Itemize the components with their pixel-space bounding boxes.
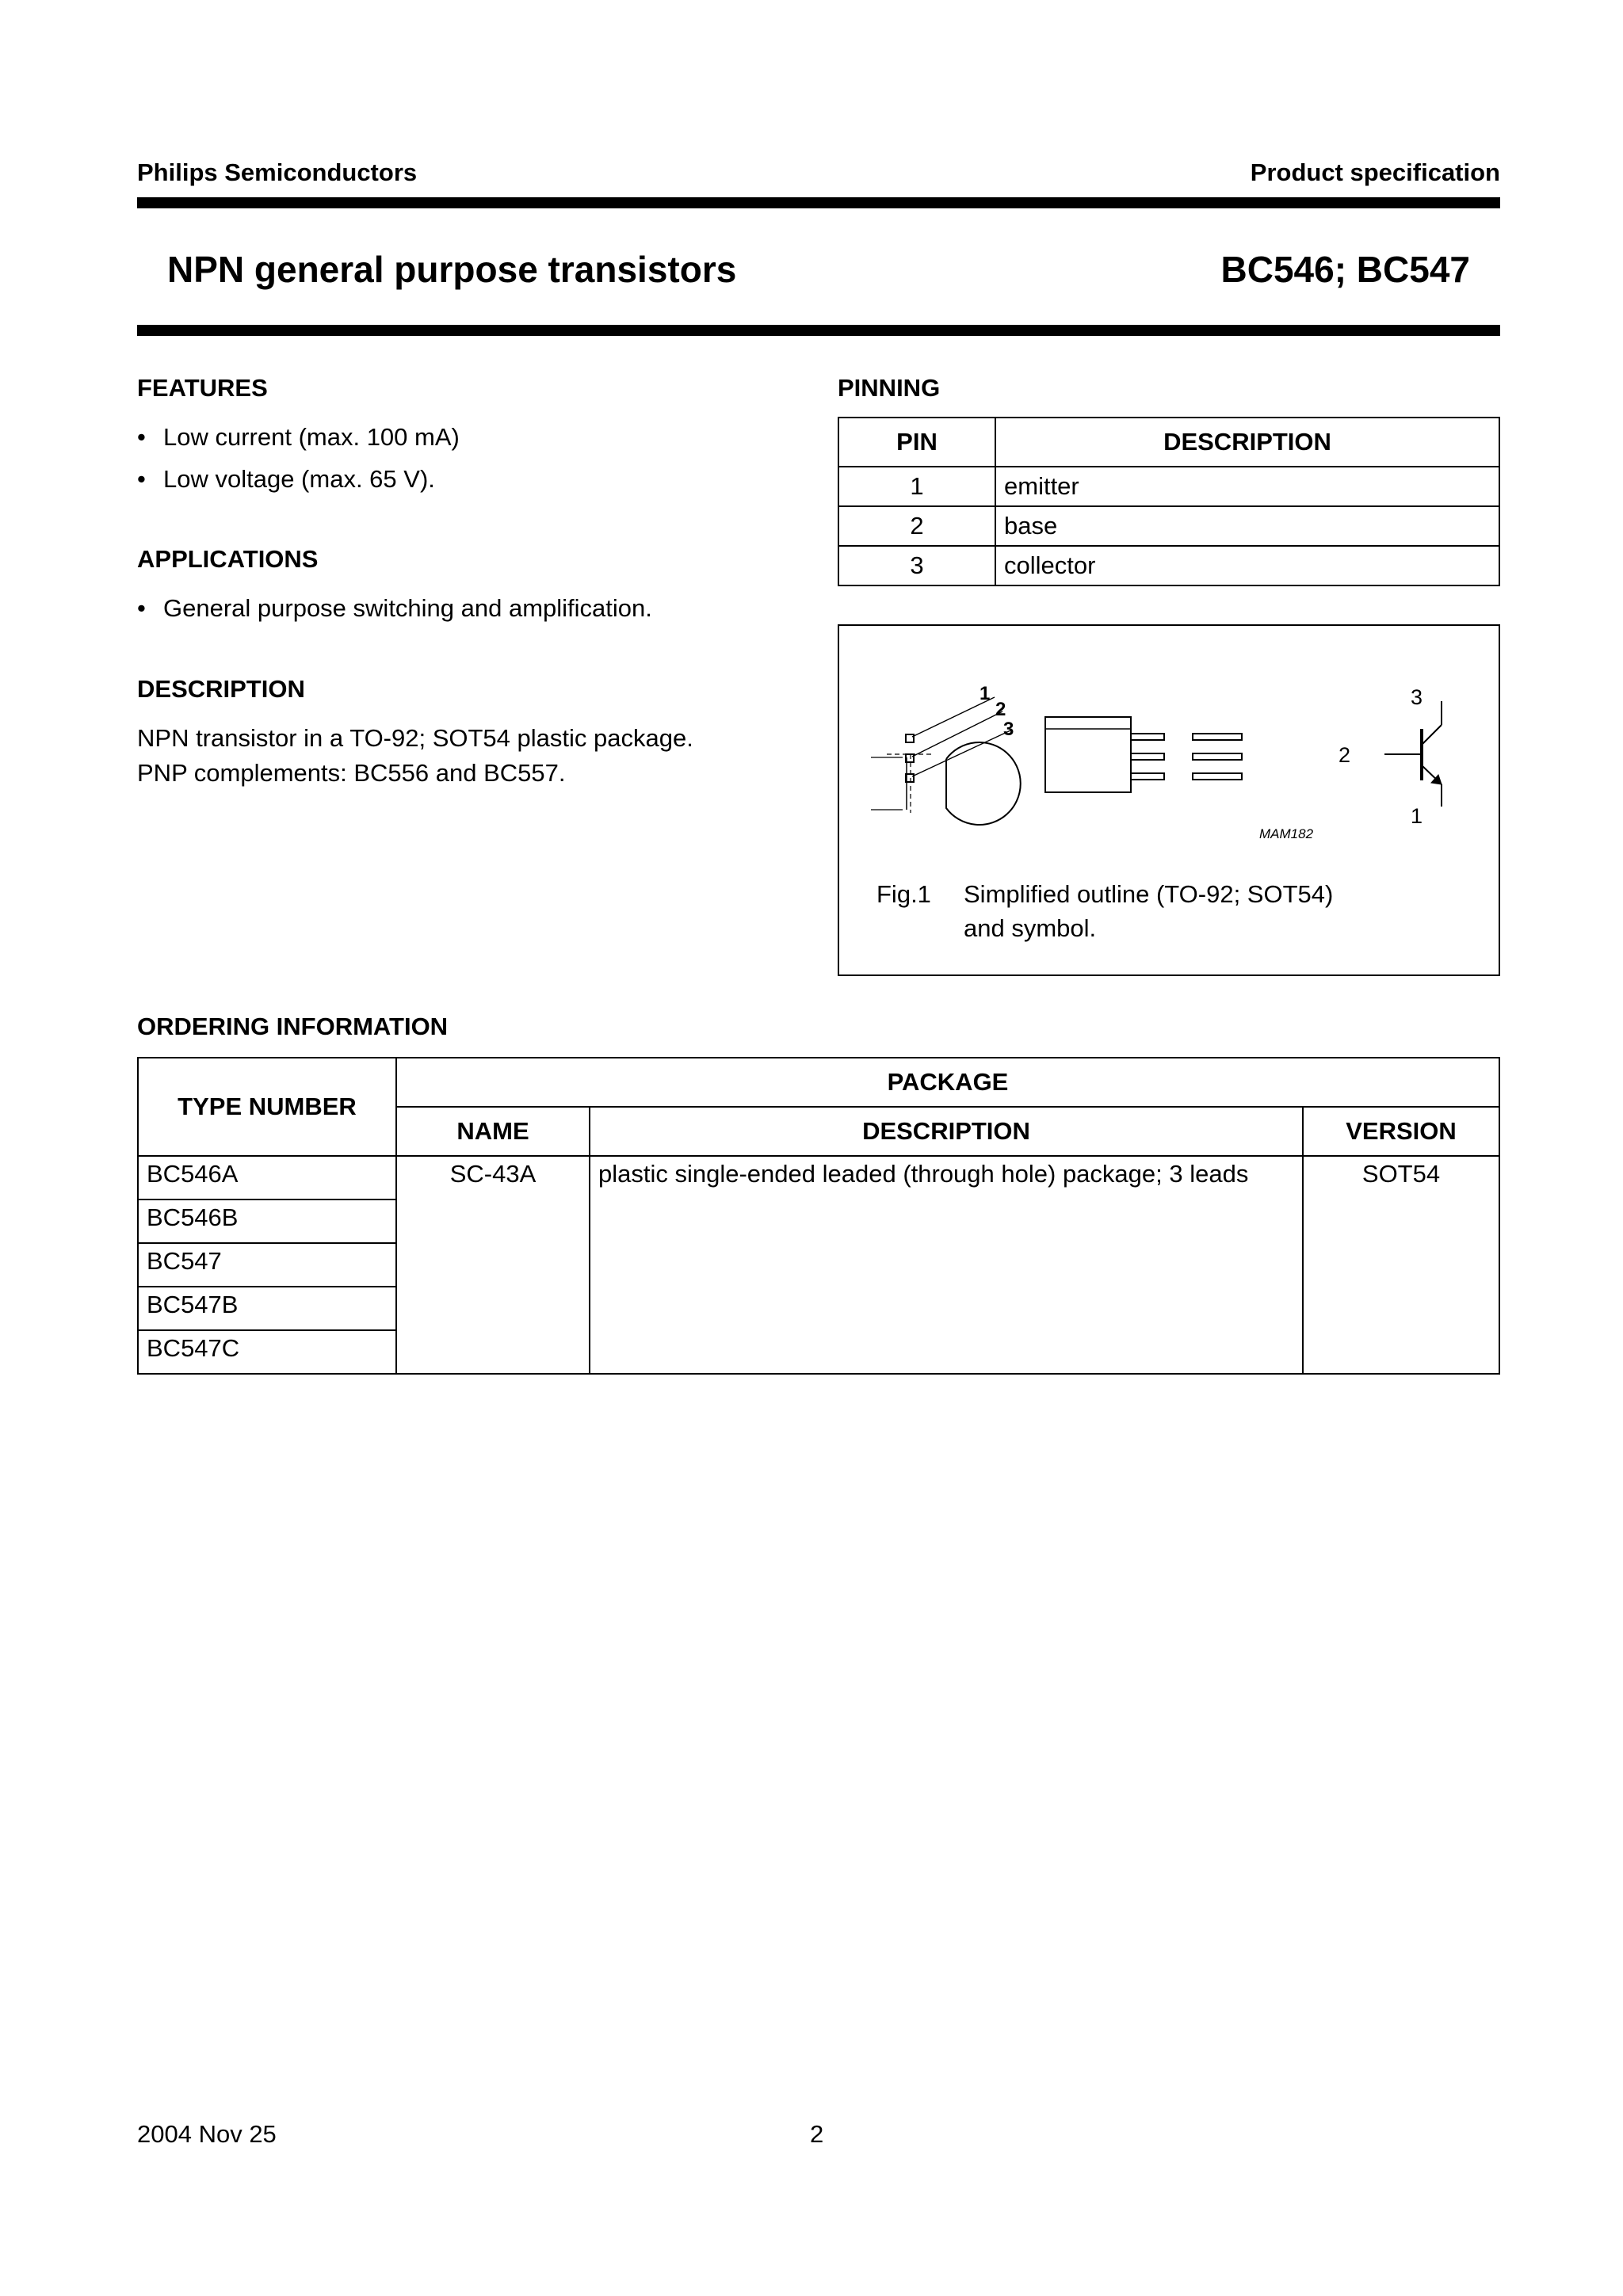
npn-transistor-symbol — [1384, 701, 1442, 807]
pinning-heading: PINNING — [838, 374, 941, 402]
name-header: NAME — [396, 1107, 590, 1156]
pin-column-header: PIN — [838, 418, 995, 467]
table-row — [138, 1156, 1499, 1199]
type-number: BC547C — [138, 1330, 396, 1374]
description-line: PNP complements: BC556 and BC557. — [137, 759, 566, 787]
pin-number: 2 — [838, 506, 995, 546]
pin-label: 3 — [1003, 719, 1014, 740]
list-item: • Low voltage (max. 65 V). — [137, 458, 819, 500]
page-number: 2 — [810, 2120, 824, 2148]
features-heading: FEATURES — [137, 374, 268, 402]
table-row — [838, 467, 1499, 506]
table-row — [838, 506, 1499, 546]
package-version: SOT54 — [1303, 1156, 1499, 1374]
package-header: PACKAGE — [396, 1058, 1499, 1107]
table-row — [838, 546, 1499, 585]
collector-label: 3 — [1411, 685, 1423, 709]
caption-line: Simplified outline (TO-92; SOT54) — [964, 880, 1334, 908]
description-line: NPN transistor in a TO-92; SOT54 plastic package. — [137, 724, 693, 752]
type-number: BC546A — [138, 1156, 396, 1199]
package-description: plastic single-ended leaded (through hole) package; 3 leads — [590, 1156, 1303, 1374]
features-list — [137, 416, 819, 500]
company-name: Philips Semiconductors — [137, 158, 418, 186]
pin-number: 1 — [838, 467, 995, 506]
pinning-table — [838, 417, 1500, 586]
footer-date: 2004 Nov 25 — [137, 2120, 277, 2148]
list-item: • General purpose switching and amplification. — [137, 587, 819, 629]
pin-description: emitter — [995, 467, 1499, 506]
document-type: Product specification — [1250, 158, 1500, 186]
version-header: VERSION — [1303, 1107, 1499, 1156]
type-number: BC547 — [138, 1243, 396, 1287]
description-text — [137, 721, 819, 791]
package-outline-drawing — [839, 626, 1499, 856]
pin-description: collector — [995, 546, 1499, 585]
header-rule-top — [137, 197, 1500, 208]
package-description-header: DESCRIPTION — [590, 1107, 1303, 1156]
list-item: • Low current (max. 100 mA) — [137, 416, 819, 458]
header-rule-bottom — [137, 325, 1500, 336]
pin-label: 1 — [980, 683, 991, 704]
emitter-label: 1 — [1411, 804, 1423, 828]
figure-caption — [964, 877, 1333, 945]
applications-heading: APPLICATIONS — [137, 545, 319, 573]
figure-code: MAM182 — [1259, 826, 1314, 841]
type-number-header: TYPE NUMBER — [138, 1058, 396, 1156]
type-number: BC546B — [138, 1199, 396, 1243]
page-title: NPN general purpose transistors — [167, 249, 737, 290]
pin-description: base — [995, 506, 1499, 546]
to92-side-view — [1045, 717, 1242, 792]
base-label: 2 — [1338, 743, 1351, 767]
caption-line: and symbol. — [964, 914, 1097, 942]
ordering-heading: ORDERING INFORMATION — [137, 1013, 449, 1040]
figure-number: Fig.1 — [876, 880, 931, 908]
pin-number: 3 — [838, 546, 995, 585]
type-number: BC547B — [138, 1287, 396, 1330]
description-heading: DESCRIPTION — [137, 675, 305, 703]
pin-label: 2 — [995, 699, 1006, 720]
figure-box — [838, 624, 1500, 976]
applications-list — [137, 587, 819, 629]
pin-description-column-header: DESCRIPTION — [995, 418, 1499, 467]
part-numbers: BC546; BC547 — [1220, 249, 1470, 290]
package-name: SC-43A — [396, 1156, 590, 1374]
ordering-table — [137, 1057, 1500, 1375]
